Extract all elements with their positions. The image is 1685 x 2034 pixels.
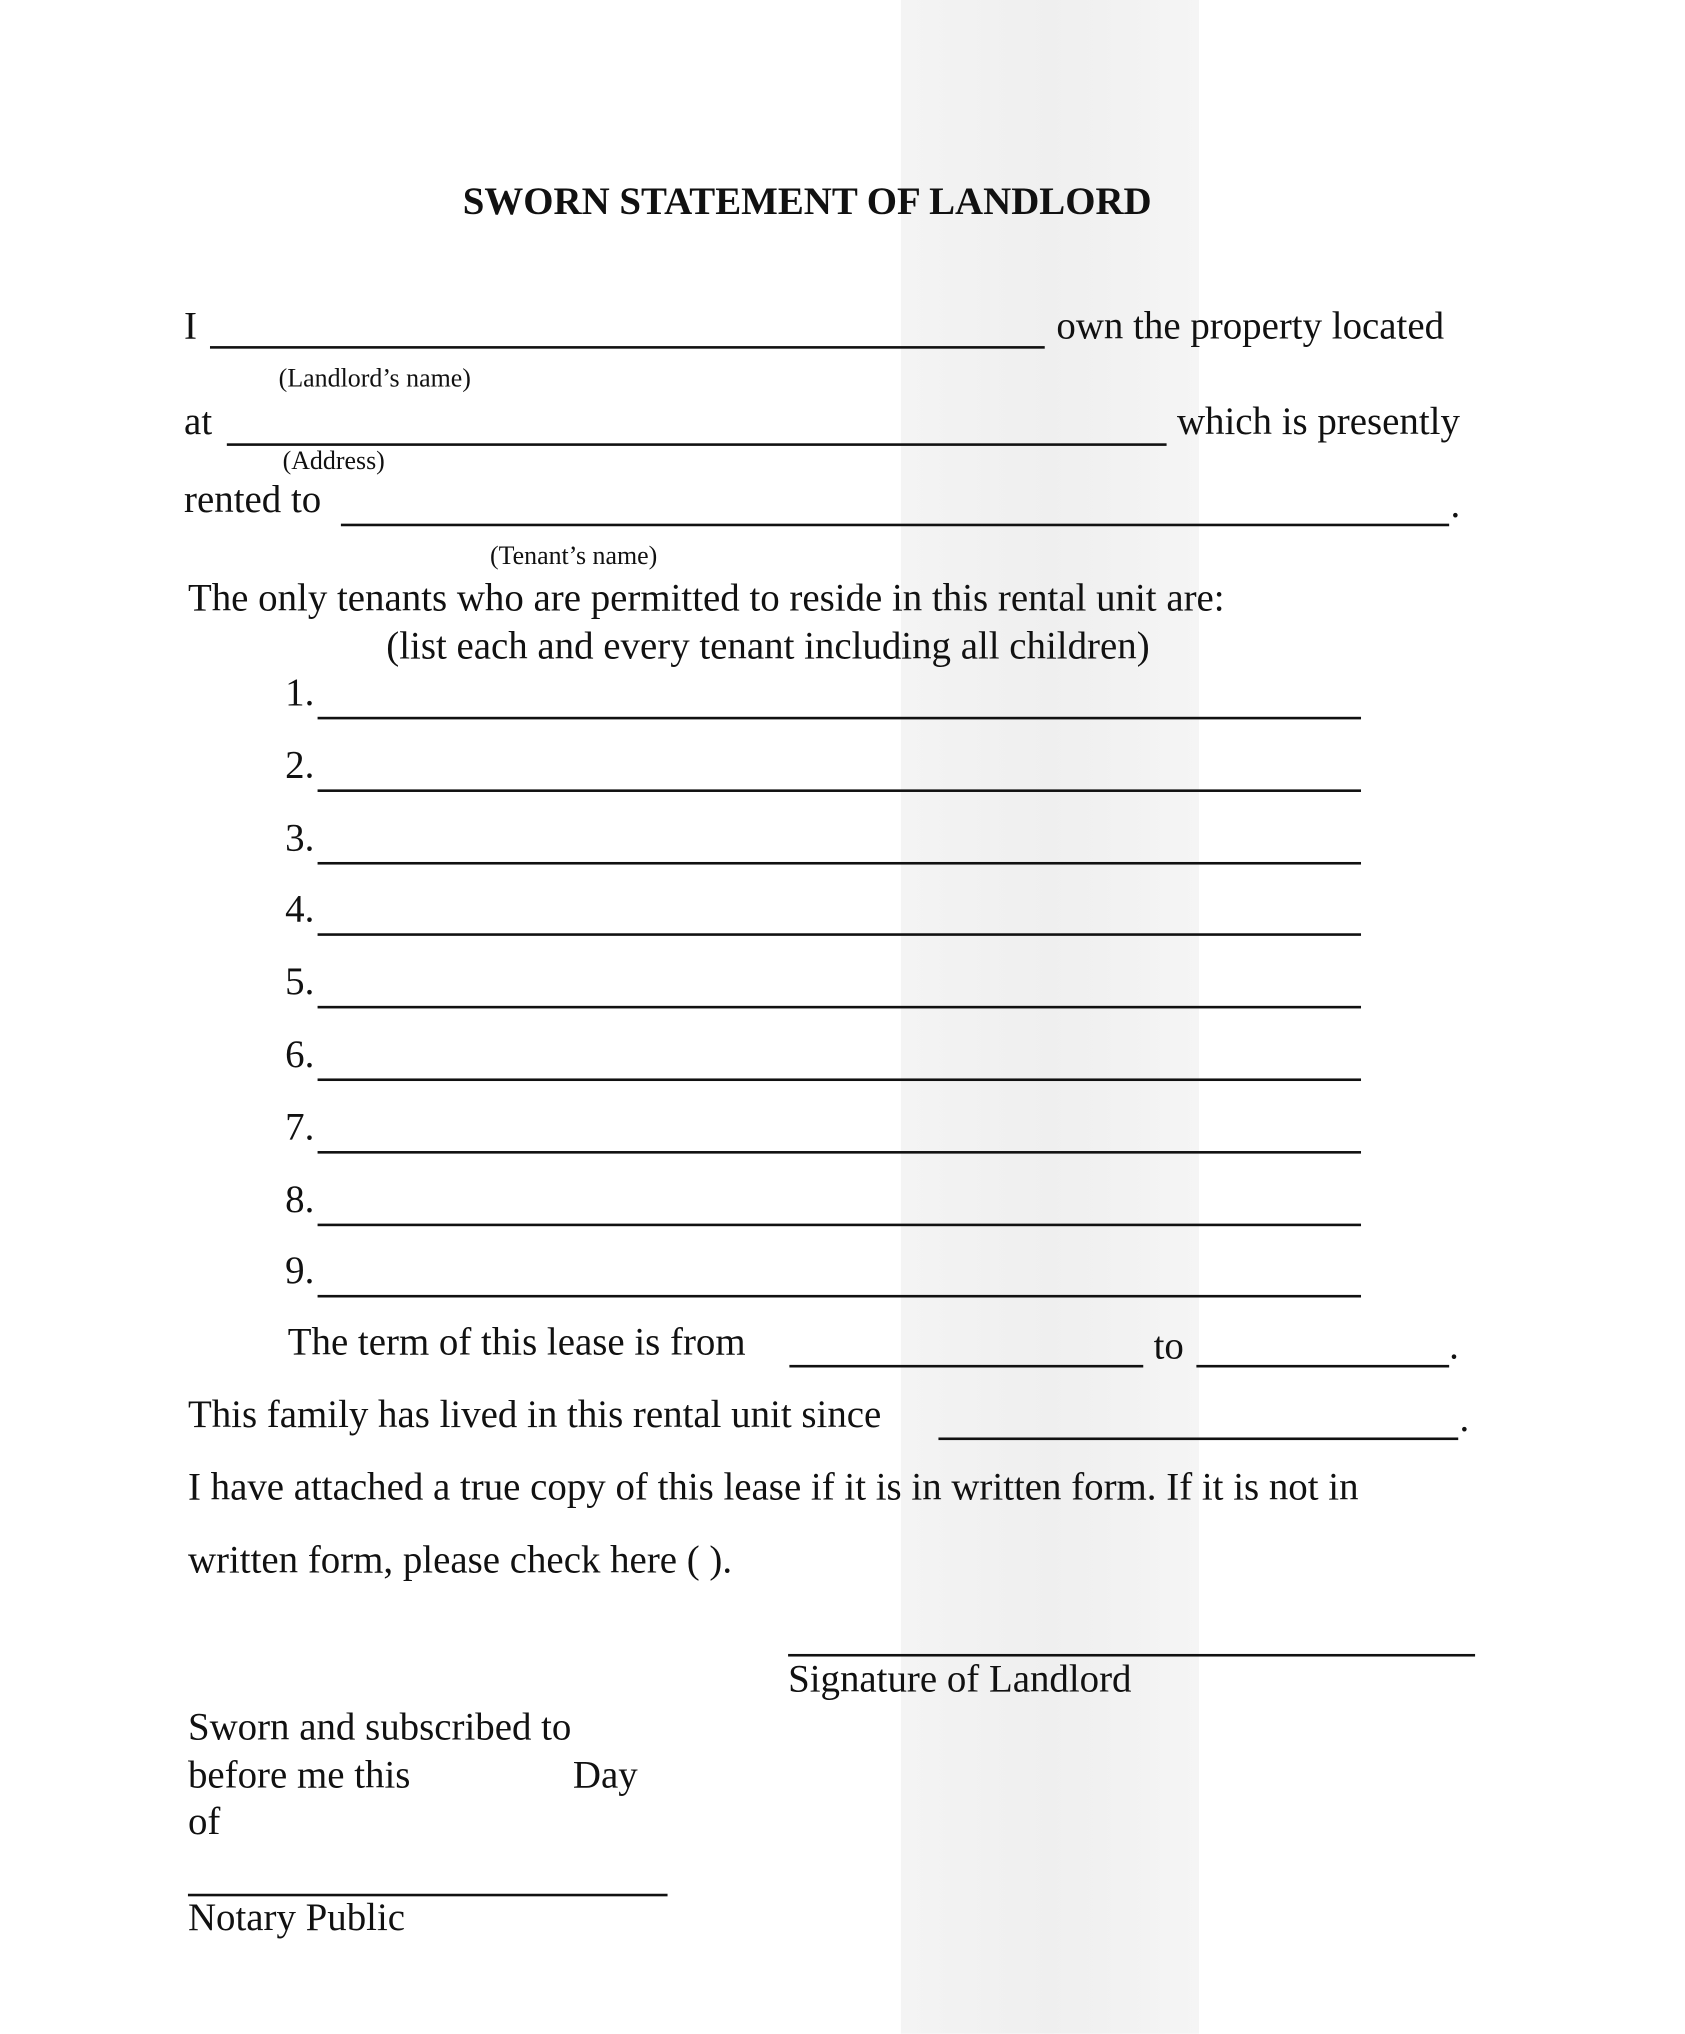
tenant-number: 9. [285,1250,315,1293]
tenant-number: 8. [285,1177,315,1221]
sworn-day: Day [572,1753,638,1797]
tenant-name-line[interactable] [318,717,1361,720]
line3-prefix: rented to [184,478,322,522]
attached-text-2: written form, please check here ( ). [187,1538,733,1582]
tenant-name-line[interactable] [318,1151,1361,1154]
tenant-name-label: (Tenant’s name) [489,541,658,571]
tenant-name-field[interactable] [341,524,1449,527]
tenant-number: 4. [285,888,315,932]
tenant-name-line[interactable] [318,1078,1361,1081]
tenant-name-line[interactable] [318,934,1361,937]
line2-suffix: which is presently [1176,400,1460,444]
address-field[interactable] [227,443,1167,446]
tenant-name-line[interactable] [318,1006,1361,1009]
signature-label: Signature of Landlord [788,1657,1132,1701]
term-start-field[interactable] [789,1365,1143,1368]
tenant-number: 3. [285,816,315,859]
term-middle: to [1153,1324,1184,1368]
tenant-number: 1. [285,671,315,715]
attached-text-1: I have attached a true copy of this lease if it is in written form. If it is not in [187,1466,1359,1509]
tenant-name-line[interactable] [318,1295,1361,1298]
term-end-field[interactable] [1196,1365,1449,1368]
family-suffix: . [1459,1397,1470,1441]
sworn-text-3: of [187,1800,221,1844]
line1-suffix: own the property located [1056,304,1445,348]
tenants-intro: The only tenants who are permitted to reside in this rental unit are: [187,576,1225,620]
address-label: (Address) [282,447,385,476]
tenant-number: 2. [285,743,315,787]
line3-suffix: . [1450,483,1461,527]
notary-label: Notary Public [187,1896,406,1940]
tenant-name-line[interactable] [318,1223,1361,1226]
line1-prefix: I [184,304,198,348]
tenants-note: (list each and every tenant including all children) [386,624,1150,668]
tenant-number: 6. [285,1033,315,1076]
landlord-name-label: (Landlord’s name) [278,364,471,393]
tenant-number: 7. [285,1105,315,1149]
term-suffix: . [1449,1324,1459,1368]
family-since-field[interactable] [938,1437,1458,1440]
term-prefix: The term of this lease is from [287,1320,746,1364]
line2-prefix: at [184,400,213,444]
tenant-name-line[interactable] [318,861,1361,864]
tenant-name-line[interactable] [318,789,1361,792]
tenant-number: 5. [285,960,315,1004]
sworn-text-1: Sworn and subscribed to [187,1705,572,1749]
landlord-name-field[interactable] [210,346,1045,349]
family-prefix: This family has lived in this rental unit since [187,1393,882,1437]
document-title: SWORN STATEMENT OF LANDLORD [462,180,1152,223]
written-form-checkbox[interactable] [732,1541,766,1580]
landlord-signature-field[interactable] [788,1654,1475,1657]
sworn-text-2: before me this [187,1753,411,1797]
